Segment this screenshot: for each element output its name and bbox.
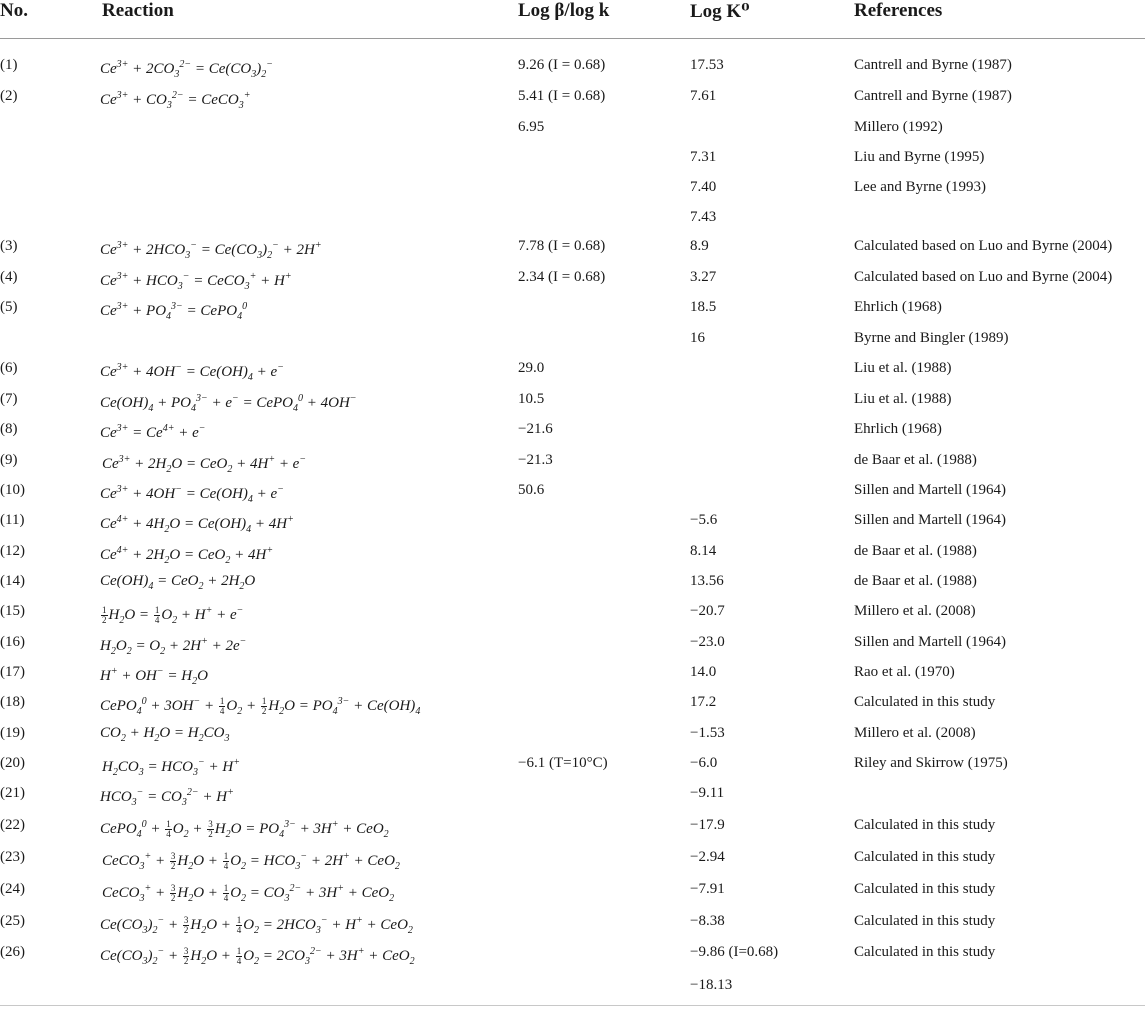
log-k0-value: 3.27 [690, 269, 717, 285]
reaction-equation: $Ce(CO_3)_2^-$ + $\frac{3}{2}$ $H_2O$ + $\frac{1}{4}$ $O_2 = 2HCO_3^- + H^+ + CeO_2$ [100, 915, 413, 936]
row-no: (2) [0, 88, 18, 104]
reference-text: Lee and Byrne (1993) [854, 179, 987, 195]
reference-text: de Baar et al. (1988) [854, 573, 977, 589]
reference-text: Liu et al. (1988) [854, 391, 952, 407]
reaction-equation: $Ce^{4+} + 4H_2O = Ce(OH)_4 + 4H^+$ [100, 514, 294, 535]
reference-text: Liu and Byrne (1995) [854, 149, 985, 165]
reference-text: Calculated in this study [854, 944, 996, 960]
table-row [0, 178, 1145, 208]
log-k0-value: −9.86 (I=0.68) [690, 944, 779, 960]
log-k0-value: 8.14 [690, 543, 717, 559]
reference-text: Byrne and Bingler (1989) [854, 330, 1009, 346]
reaction-equation: $Ce(CO_3)_2^-$ + $\frac{3}{2}$ $H_2O$ + $\frac{1}{4}$ $O_2 = 2CO_3^{2-} + 3H^+ + CeO_2$ [100, 946, 415, 967]
log-k0-value: 17.2 [690, 694, 717, 710]
row-no: (8) [0, 421, 18, 437]
table-row [0, 451, 1145, 481]
log-k0-value: 17.53 [690, 57, 724, 73]
reaction-equation: $Ce(OH)_4 = CeO_2 + 2H_2O$ [100, 573, 256, 592]
reference-text: Calculated in this study [854, 817, 996, 833]
row-no: (20) [0, 755, 25, 771]
row-no: (14) [0, 573, 25, 589]
row-no: (9) [0, 452, 18, 468]
log-k0-value: −5.6 [690, 512, 718, 528]
reaction-equation: CeCO$_3$+ + $\frac{3}{2}$ $H_2O$ + $\frac{1}{4}$ $O_2 = HCO_3^- + 2H^+ + CeO_2$ [102, 851, 400, 872]
row-no: (16) [0, 634, 25, 650]
log-k0-value: 7.43 [690, 209, 717, 225]
log-beta-value: 7.78 (I = 0.68) [518, 238, 606, 254]
reference-text: de Baar et al. (1988) [854, 452, 977, 468]
log-k0-value: −7.91 [690, 881, 725, 897]
reaction-equation: $\frac{1}{2}$ $H_2O$ = $\frac{1}{4}$ $O_2 + H^+ + e^-$ [102, 605, 244, 626]
table-row [0, 976, 1145, 1006]
reaction-equation: $Ce(OH)_4 + PO_4^{3-} + e^-$ = CePO$_4^0$ + 4OH− [100, 393, 357, 414]
table-row [0, 481, 1145, 511]
table-row [0, 542, 1145, 572]
table-row [0, 572, 1145, 602]
row-no: (17) [0, 664, 25, 680]
reference-text: de Baar et al. (1988) [854, 543, 977, 559]
table-row [0, 390, 1145, 420]
table-row [0, 56, 1145, 86]
reference-text: Millero et al. (2008) [854, 725, 976, 741]
log-k0-value: −9.11 [690, 785, 725, 801]
reference-text: Sillen and Martell (1964) [854, 512, 1007, 528]
reference-text: Calculated in this study [854, 913, 996, 929]
row-no: (5) [0, 299, 18, 315]
reaction-equation: $Ce^{3+} + PO_4^{3-}$ = CePO$_4^0$ [100, 301, 248, 322]
table-row [0, 148, 1145, 178]
reference-text: Sillen and Martell (1964) [854, 482, 1007, 498]
reaction-equation: $Ce^{3+} + 4OH^- = Ce(OH)_4 + e^-$ [100, 362, 284, 383]
reaction-equation: $Ce^{3+} + HCO_3^-$ = CeCO$_3$+ + H+ [100, 271, 292, 292]
table-row [0, 693, 1145, 723]
reference-text: Calculated in this study [854, 849, 996, 865]
reaction-equation: $H_2CO_3 = HCO_3^- + H^+$ [102, 757, 240, 778]
reference-text: Sillen and Martell (1964) [854, 634, 1007, 650]
table-row [0, 943, 1145, 973]
header-log-k0: Log K⁰ [690, 1, 750, 22]
header-reaction: Reaction [102, 0, 174, 21]
table-row [0, 663, 1145, 693]
table-row [0, 602, 1145, 632]
header-log-beta: Log β/log k [518, 0, 610, 21]
log-k0-value: −2.94 [690, 849, 725, 865]
header-no: No. [0, 0, 28, 21]
table-bottom-rule [0, 1005, 1145, 1006]
table-row [0, 724, 1145, 754]
reaction-equation: $Ce^{3+} = Ce^{4+} + e^-$ [100, 423, 206, 441]
reference-text: Calculated based on Luo and Byrne (2004) [854, 269, 1113, 285]
log-beta-value: −21.6 [518, 421, 553, 437]
table-row [0, 511, 1145, 541]
reference-text: Millero (1992) [854, 119, 943, 135]
row-no: (6) [0, 360, 18, 376]
reference-text: Ehrlich (1968) [854, 421, 942, 437]
table-row [0, 118, 1145, 148]
reaction-equation: $H^+ + OH^- = H_2O$ [100, 666, 208, 687]
table-row [0, 754, 1145, 784]
reaction-equation: CePO$_4^0$ + $\frac{1}{4}$ $O_2$ + $\frac{3}{2}$ $H_2O = PO_4^{3-} + 3H^+ + CeO_2$ [100, 819, 389, 840]
table-row [0, 237, 1145, 267]
log-beta-value: 6.95 [518, 119, 545, 135]
reaction-equation: $Ce^{3+} + 2HCO_3^- = Ce(CO_3)_2^- + 2H^+$ [100, 240, 322, 261]
table-row [0, 784, 1145, 814]
reference-text: Liu et al. (1988) [854, 360, 952, 376]
reaction-equation: $Ce^{3+} + 2H_2O = CeO_2 + 4H^+ + e^-$ [102, 454, 307, 475]
row-no: (22) [0, 817, 25, 833]
row-no: (10) [0, 482, 25, 498]
log-k0-value: 7.31 [690, 149, 717, 165]
log-beta-value: −6.1 (T=10°C) [518, 755, 608, 771]
row-no: (19) [0, 725, 25, 741]
row-no: (18) [0, 694, 25, 710]
table-row [0, 420, 1145, 450]
table-row [0, 816, 1145, 846]
log-k0-value: −23.0 [690, 634, 725, 650]
log-beta-value: 50.6 [518, 482, 545, 498]
reaction-equation: $H_2O_2 = O_2 + 2H^+ + 2e^-$ [100, 636, 247, 657]
log-k0-value: −6.0 [690, 755, 718, 771]
reference-text: Calculated in this study [854, 881, 996, 897]
reaction-equation: $Ce^{3+} + CO_3^{2-}$ = CeCO$_3$+ [100, 90, 251, 111]
log-k0-value: 7.40 [690, 179, 717, 195]
reference-text: Calculated based on Luo and Byrne (2004) [854, 238, 1113, 254]
log-beta-value: 5.41 (I = 0.68) [518, 88, 606, 104]
row-no: (21) [0, 785, 25, 801]
table-row [0, 87, 1145, 117]
table-row [0, 359, 1145, 389]
log-k0-value: −20.7 [690, 603, 725, 619]
row-no: (24) [0, 881, 25, 897]
table-row [0, 880, 1145, 910]
reference-text: Cantrell and Byrne (1987) [854, 88, 1012, 104]
reaction-equation: $CO_2 + H_2O = H_2CO_3$ [100, 725, 230, 744]
reaction-equation: $Ce^{3+} + 4OH^- = Ce(OH)_4 + e^-$ [100, 484, 284, 505]
reference-text: Cantrell and Byrne (1987) [854, 57, 1012, 73]
reference-text: Rao et al. (1970) [854, 664, 955, 680]
log-k0-value: −8.38 [690, 913, 725, 929]
row-no: (7) [0, 391, 18, 407]
table-row [0, 633, 1145, 663]
header-references: References [854, 0, 943, 21]
table-row [0, 298, 1145, 328]
reference-text: Calculated in this study [854, 694, 996, 710]
table-row [0, 848, 1145, 878]
table-header [0, 0, 1145, 39]
log-beta-value: −21.3 [518, 452, 553, 468]
reaction-equation: CeCO$_3$+ + $\frac{3}{2}$ $H_2O$ + $\frac{1}{4}$ $O_2 = CO_3^{2-} + 3H^+ + CeO_2$ [102, 883, 395, 904]
row-no: (11) [0, 512, 25, 528]
table-row [0, 208, 1145, 238]
table-row [0, 268, 1145, 298]
row-no: (15) [0, 603, 25, 619]
reference-text: Riley and Skirrow (1975) [854, 755, 1008, 771]
reaction-equation: $HCO_3^- = CO_3^{2-} + H^+$ [100, 787, 234, 808]
log-k0-value: 14.0 [690, 664, 717, 680]
row-no: (23) [0, 849, 25, 865]
reaction-equation: CePO$_4^0$ + 3OH− + $\frac{1}{4}$ $O_2$ + $\frac{1}{2}$ $H_2O = PO_4^{3-} + Ce(OH)_4$ [100, 696, 421, 717]
table-row [0, 329, 1145, 359]
row-no: (3) [0, 238, 18, 254]
log-k0-value: −17.9 [690, 817, 725, 833]
log-k0-value: 18.5 [690, 299, 717, 315]
log-k0-value: 8.9 [690, 238, 709, 254]
log-k0-value: −18.13 [690, 977, 733, 993]
log-beta-value: 9.26 (I = 0.68) [518, 57, 606, 73]
row-no: (4) [0, 269, 18, 285]
row-no: (26) [0, 944, 25, 960]
reference-text: Ehrlich (1968) [854, 299, 942, 315]
row-no: (25) [0, 913, 25, 929]
log-k0-value: −1.53 [690, 725, 725, 741]
log-beta-value: 29.0 [518, 360, 545, 376]
table-row [0, 912, 1145, 942]
log-k0-value: 16 [690, 330, 705, 346]
reaction-equation: $Ce^{4+} + 2H_2O = CeO_2 + 4H^+$ [100, 545, 274, 566]
reference-text: Millero et al. (2008) [854, 603, 976, 619]
log-k0-value: 7.61 [690, 88, 717, 104]
log-k0-value: 13.56 [690, 573, 724, 589]
row-no: (12) [0, 543, 25, 559]
row-no: (1) [0, 57, 18, 73]
log-beta-value: 2.34 (I = 0.68) [518, 269, 606, 285]
log-beta-value: 10.5 [518, 391, 545, 407]
reaction-equation: $Ce^{3+} + 2CO_3^{2-} = Ce(CO_3)_2^-$ [100, 59, 274, 80]
